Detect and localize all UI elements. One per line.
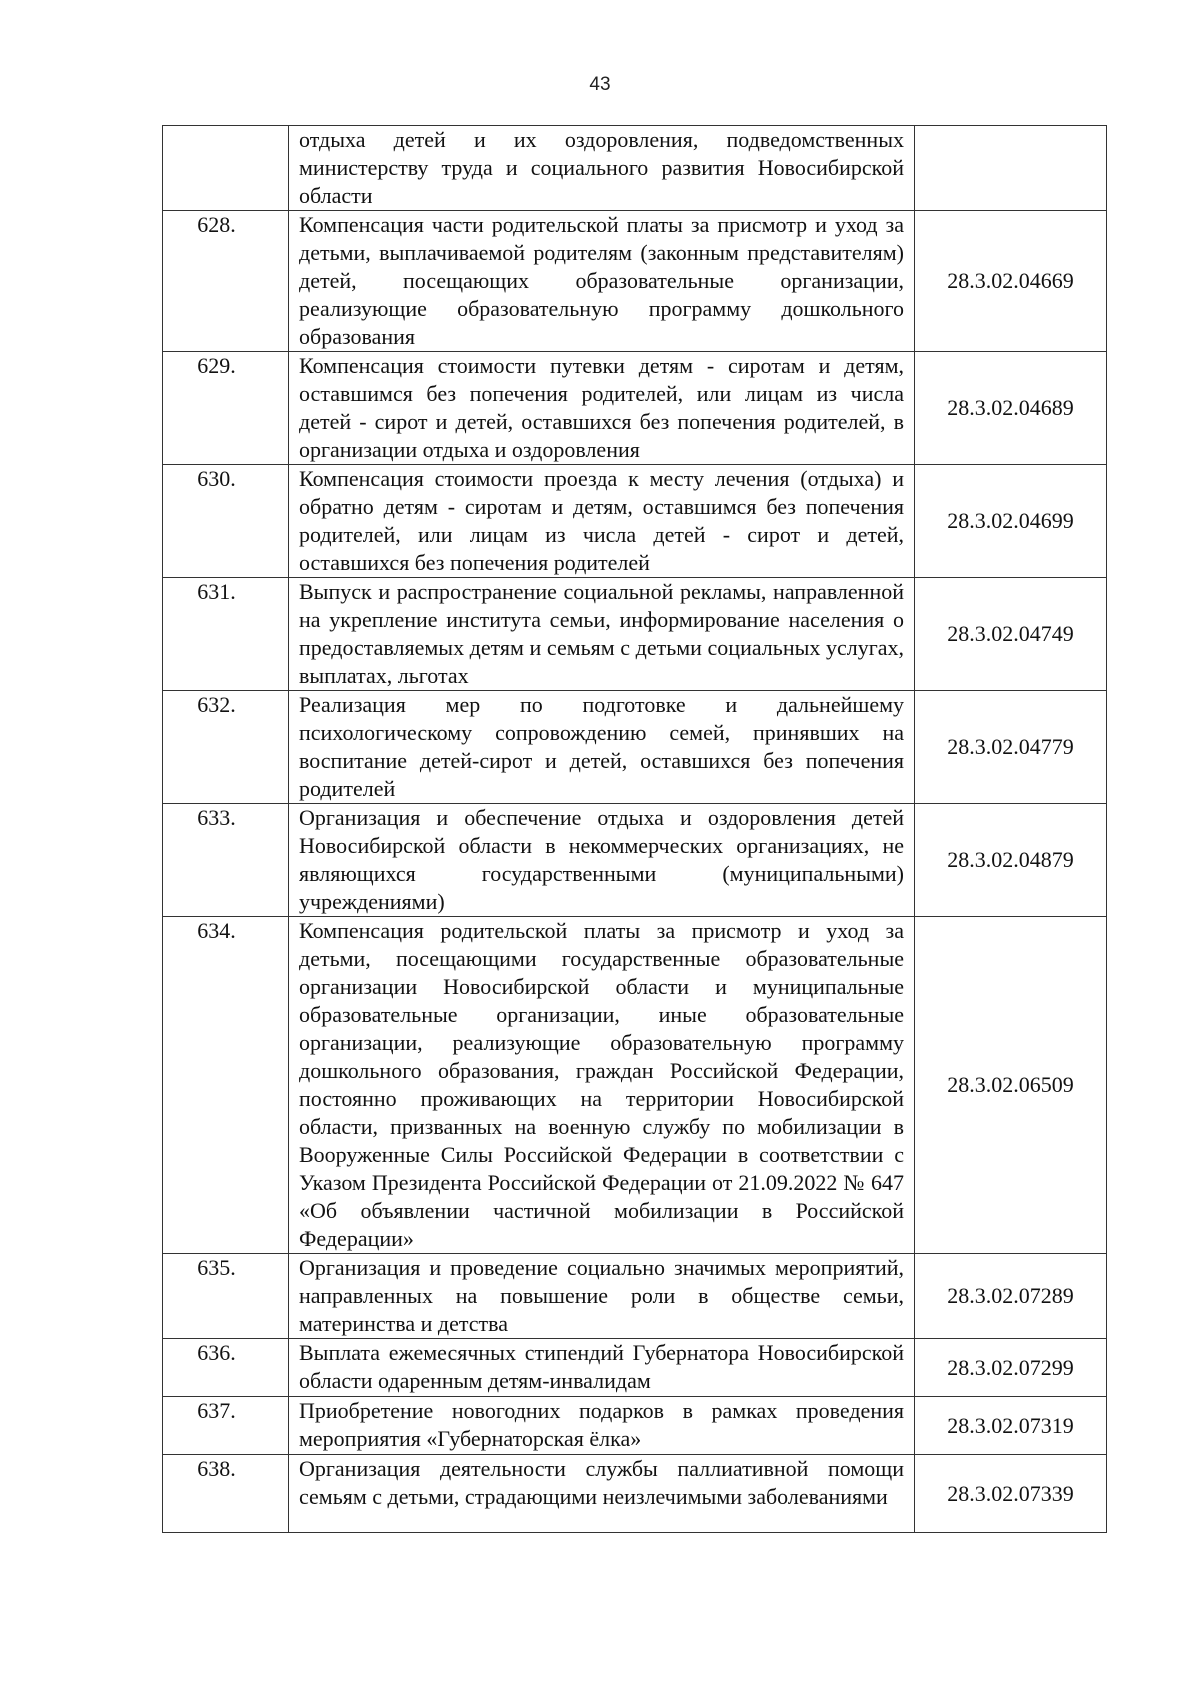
table-row <box>163 465 1107 578</box>
row-number: 629. <box>197 353 236 378</box>
row-description: Приобретение новогодних подарков в рамках проведения мероприятия «Губернаторская ёлка» <box>289 1397 915 1455</box>
row-description: Организация деятельности службы паллиативной помощи семьям с детьми, страдающими неизлечимыми заболеваниями <box>289 1455 915 1533</box>
row-number-cell <box>163 578 289 691</box>
row-number-cell <box>163 211 289 352</box>
row-code: 28.3.02.07319 <box>915 1397 1107 1455</box>
row-number-cell <box>163 465 289 578</box>
registry-table <box>162 125 1107 1533</box>
table-row <box>163 917 1107 1254</box>
table-row <box>163 211 1107 352</box>
row-number: 632. <box>197 692 236 717</box>
row-number: 638. <box>197 1456 236 1481</box>
table-row <box>163 578 1107 691</box>
row-description: отдыха детей и их оздоровления, подведомственных министерству труда и социального развития Новосибирской области <box>289 126 915 211</box>
row-number-cell <box>163 1254 289 1339</box>
row-code: 28.3.02.07339 <box>915 1455 1107 1533</box>
row-code: 28.3.02.04689 <box>915 352 1107 465</box>
row-description: Компенсация части родительской платы за присмотр и уход за детьми, выплачиваемой родителям (законным представителям) детей, посещающих образовательные организации, реализующие образовательную программу дошкольного образования <box>289 211 915 352</box>
row-description: Выпуск и распространение социальной рекламы, направленной на укрепление института семьи, информирование населения о предоставляемых детям и семьям с детьми социальных услугах, выплатах, льготах <box>289 578 915 691</box>
row-code: 28.3.02.07289 <box>915 1254 1107 1339</box>
row-number: 636. <box>197 1340 236 1365</box>
row-number: 630. <box>197 466 236 491</box>
row-description: Реализация мер по подготовке и дальнейшему психологическому сопровождению семей, принявших на воспитание детей-сирот и детей, оставшихся без попечения родителей <box>289 691 915 804</box>
row-description: Компенсация стоимости проезда к месту лечения (отдыха) и обратно детям - сиротам и детям, оставшимся без попечения родителей, или лицам из числа детей - сирот и детей, оставшихся без попечения родителей <box>289 465 915 578</box>
table-row <box>163 691 1107 804</box>
table-row <box>163 1254 1107 1339</box>
row-code <box>915 126 1107 211</box>
row-number: 628. <box>197 212 236 237</box>
row-number: 631. <box>197 579 236 604</box>
row-code: 28.3.02.04879 <box>915 804 1107 917</box>
row-number-cell <box>163 352 289 465</box>
row-number-cell <box>163 1455 289 1533</box>
page-number: 43 <box>589 74 611 95</box>
row-code: 28.3.02.07299 <box>915 1339 1107 1397</box>
table-row <box>163 1397 1107 1455</box>
table-row <box>163 1455 1107 1533</box>
row-description: Выплата ежемесячных стипендий Губернатора Новосибирской области одаренным детям-инвалидам <box>289 1339 915 1397</box>
row-number-cell <box>163 126 289 211</box>
table-row <box>163 1339 1107 1397</box>
row-code: 28.3.02.04669 <box>915 211 1107 352</box>
row-number: 635. <box>197 1255 236 1280</box>
table-row <box>163 804 1107 917</box>
row-number-cell <box>163 691 289 804</box>
row-number: 637. <box>197 1398 236 1423</box>
row-description: Организация и обеспечение отдыха и оздоровления детей Новосибирской области в некоммерческих организациях, не являющихся государственными (муниципальными) учреждениями) <box>289 804 915 917</box>
row-description: Компенсация стоимости путевки детям - сиротам и детям, оставшимся без попечения родителей, или лицам из числа детей - сирот и детей, оставшихся без попечения родителей, в организации отдыха и оздоровления <box>289 352 915 465</box>
table-row <box>163 126 1107 211</box>
row-code: 28.3.02.06509 <box>915 917 1107 1254</box>
row-number-cell <box>163 1339 289 1397</box>
row-number: 633. <box>197 805 236 830</box>
row-description: Компенсация родительской платы за присмотр и уход за детьми, посещающими государственные образовательные организации Новосибирской области и муниципальные образовательные организации, иные образовательные организации, реализующие образовательную программу дошкольного образования, граждан Российской Федерации, постоянно проживающих на территории Новосибирской области, призванных на военную службу по мобилизации в Вооруженные Силы Российской Федерации в соответствии с Указом Президента Российской Федерации от 21.09.2022 № 647 «Об объявлении частичной мобилизации в Российской Федерации» <box>289 917 915 1254</box>
row-number-cell <box>163 917 289 1254</box>
row-code: 28.3.02.04699 <box>915 465 1107 578</box>
table-row <box>163 352 1107 465</box>
registry-table-body <box>163 126 1107 1533</box>
row-description: Организация и проведение социально значимых мероприятий, направленных на повышение роли в обществе семьи, материнства и детства <box>289 1254 915 1339</box>
row-number: 634. <box>197 918 236 943</box>
row-number-cell <box>163 804 289 917</box>
row-code: 28.3.02.04749 <box>915 578 1107 691</box>
row-code: 28.3.02.04779 <box>915 691 1107 804</box>
row-number-cell <box>163 1397 289 1455</box>
